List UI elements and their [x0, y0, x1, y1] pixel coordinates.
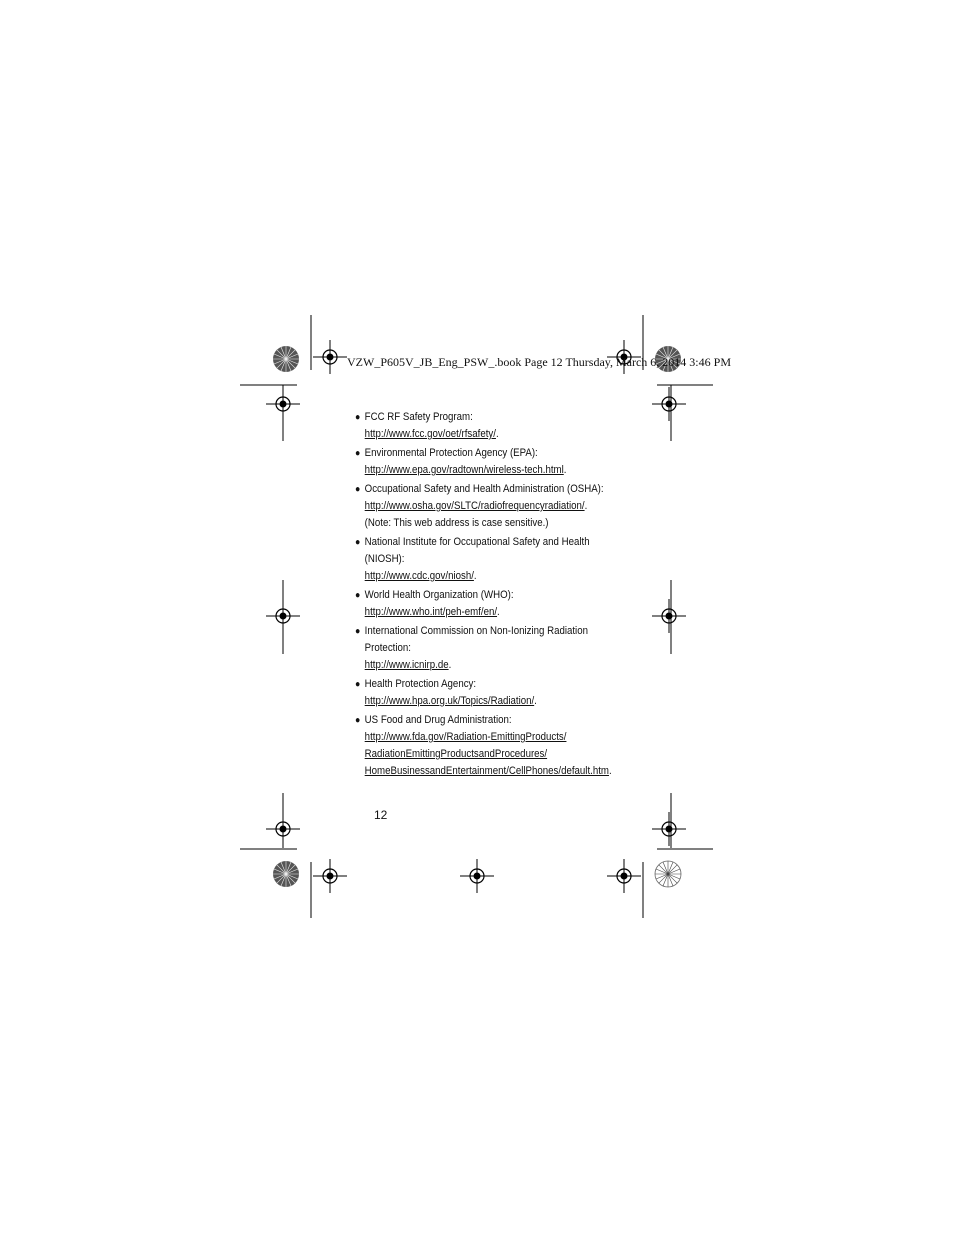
resource-link[interactable]: http://www.osha.gov/SLTC/radiofrequencyradiation/ — [364, 500, 585, 512]
resource-link[interactable]: HomeBusinessandEntertainment/CellPhones/default.htm — [364, 765, 609, 777]
list-item — [355, 587, 655, 621]
list-item — [355, 481, 655, 532]
resource-label: US Food and Drug Administration: — [364, 714, 512, 726]
bullet-icon: ● — [355, 484, 361, 495]
resource-label: Environmental Protection Agency (EPA): — [364, 447, 538, 459]
list-item — [355, 445, 655, 479]
period: . — [448, 659, 452, 671]
link-line — [365, 568, 655, 585]
resource-link[interactable]: http://www.cdc.gov/niosh/ — [364, 570, 474, 582]
resource-label: National Institute for Occupational Safety and Health — [364, 536, 590, 548]
resource-link[interactable]: http://www.fcc.gov/oet/rfsafety/ — [364, 428, 496, 440]
link-line — [365, 693, 655, 710]
bullet-icon: ● — [355, 679, 361, 690]
list-item — [355, 676, 655, 710]
period: . — [534, 695, 537, 707]
bullet-icon: ● — [355, 626, 361, 637]
link-line — [365, 426, 655, 443]
link-line — [365, 462, 655, 479]
resource-link[interactable]: http://www.fda.gov/Radiation-EmittingProducts/ — [364, 731, 567, 743]
resource-label: World Health Organization (WHO): — [364, 589, 514, 601]
list-item — [355, 409, 655, 443]
resource-link[interactable]: RadiationEmittingProductsandProcedures/ — [364, 748, 548, 760]
list-item — [355, 712, 655, 780]
resource-link[interactable]: http://www.who.int/peh-emf/en/ — [364, 606, 498, 618]
link-line — [365, 498, 655, 515]
list-item — [355, 623, 655, 674]
link-line — [365, 657, 655, 674]
bullet-icon: ● — [355, 715, 361, 726]
period: . — [497, 606, 500, 618]
resource-link[interactable]: http://www.epa.gov/radtown/wireless-tech.html — [364, 464, 564, 476]
resource-label: International Commission on Non-Ionizing Radiation — [364, 625, 588, 637]
resource-label: FCC RF Safety Program: — [364, 411, 473, 423]
link-line — [365, 746, 655, 763]
resource-link[interactable]: http://www.icnirp.de — [364, 659, 449, 671]
link-line — [365, 763, 655, 780]
resource-link[interactable]: http://www.hpa.org.uk/Topics/Radiation/ — [364, 695, 535, 707]
resource-note: (Note: This web address is case sensitive.) — [364, 517, 549, 529]
period: . — [563, 464, 567, 476]
bullet-icon: ● — [355, 537, 361, 548]
period: . — [473, 570, 477, 582]
period: . — [608, 765, 612, 777]
period: . — [495, 428, 499, 440]
resource-label: Protection: — [364, 642, 411, 654]
bullet-icon: ● — [355, 412, 361, 423]
link-line — [365, 604, 655, 621]
print-slug-header: VZW_P605V_JB_Eng_PSW_.book Page 12 Thursday, March 6, 2014 3:46 PM — [347, 355, 731, 369]
page-number: 12 — [374, 808, 388, 822]
resource-label: Health Protection Agency: — [364, 678, 477, 690]
bullet-icon: ● — [355, 590, 361, 601]
resource-label: (NIOSH): — [364, 553, 405, 565]
resource-list — [355, 409, 655, 782]
period: . — [584, 500, 588, 512]
list-item — [355, 534, 655, 585]
link-line — [365, 729, 655, 746]
resource-label: Occupational Safety and Health Administration (OSHA): — [364, 483, 604, 495]
bullet-icon: ● — [355, 448, 361, 459]
